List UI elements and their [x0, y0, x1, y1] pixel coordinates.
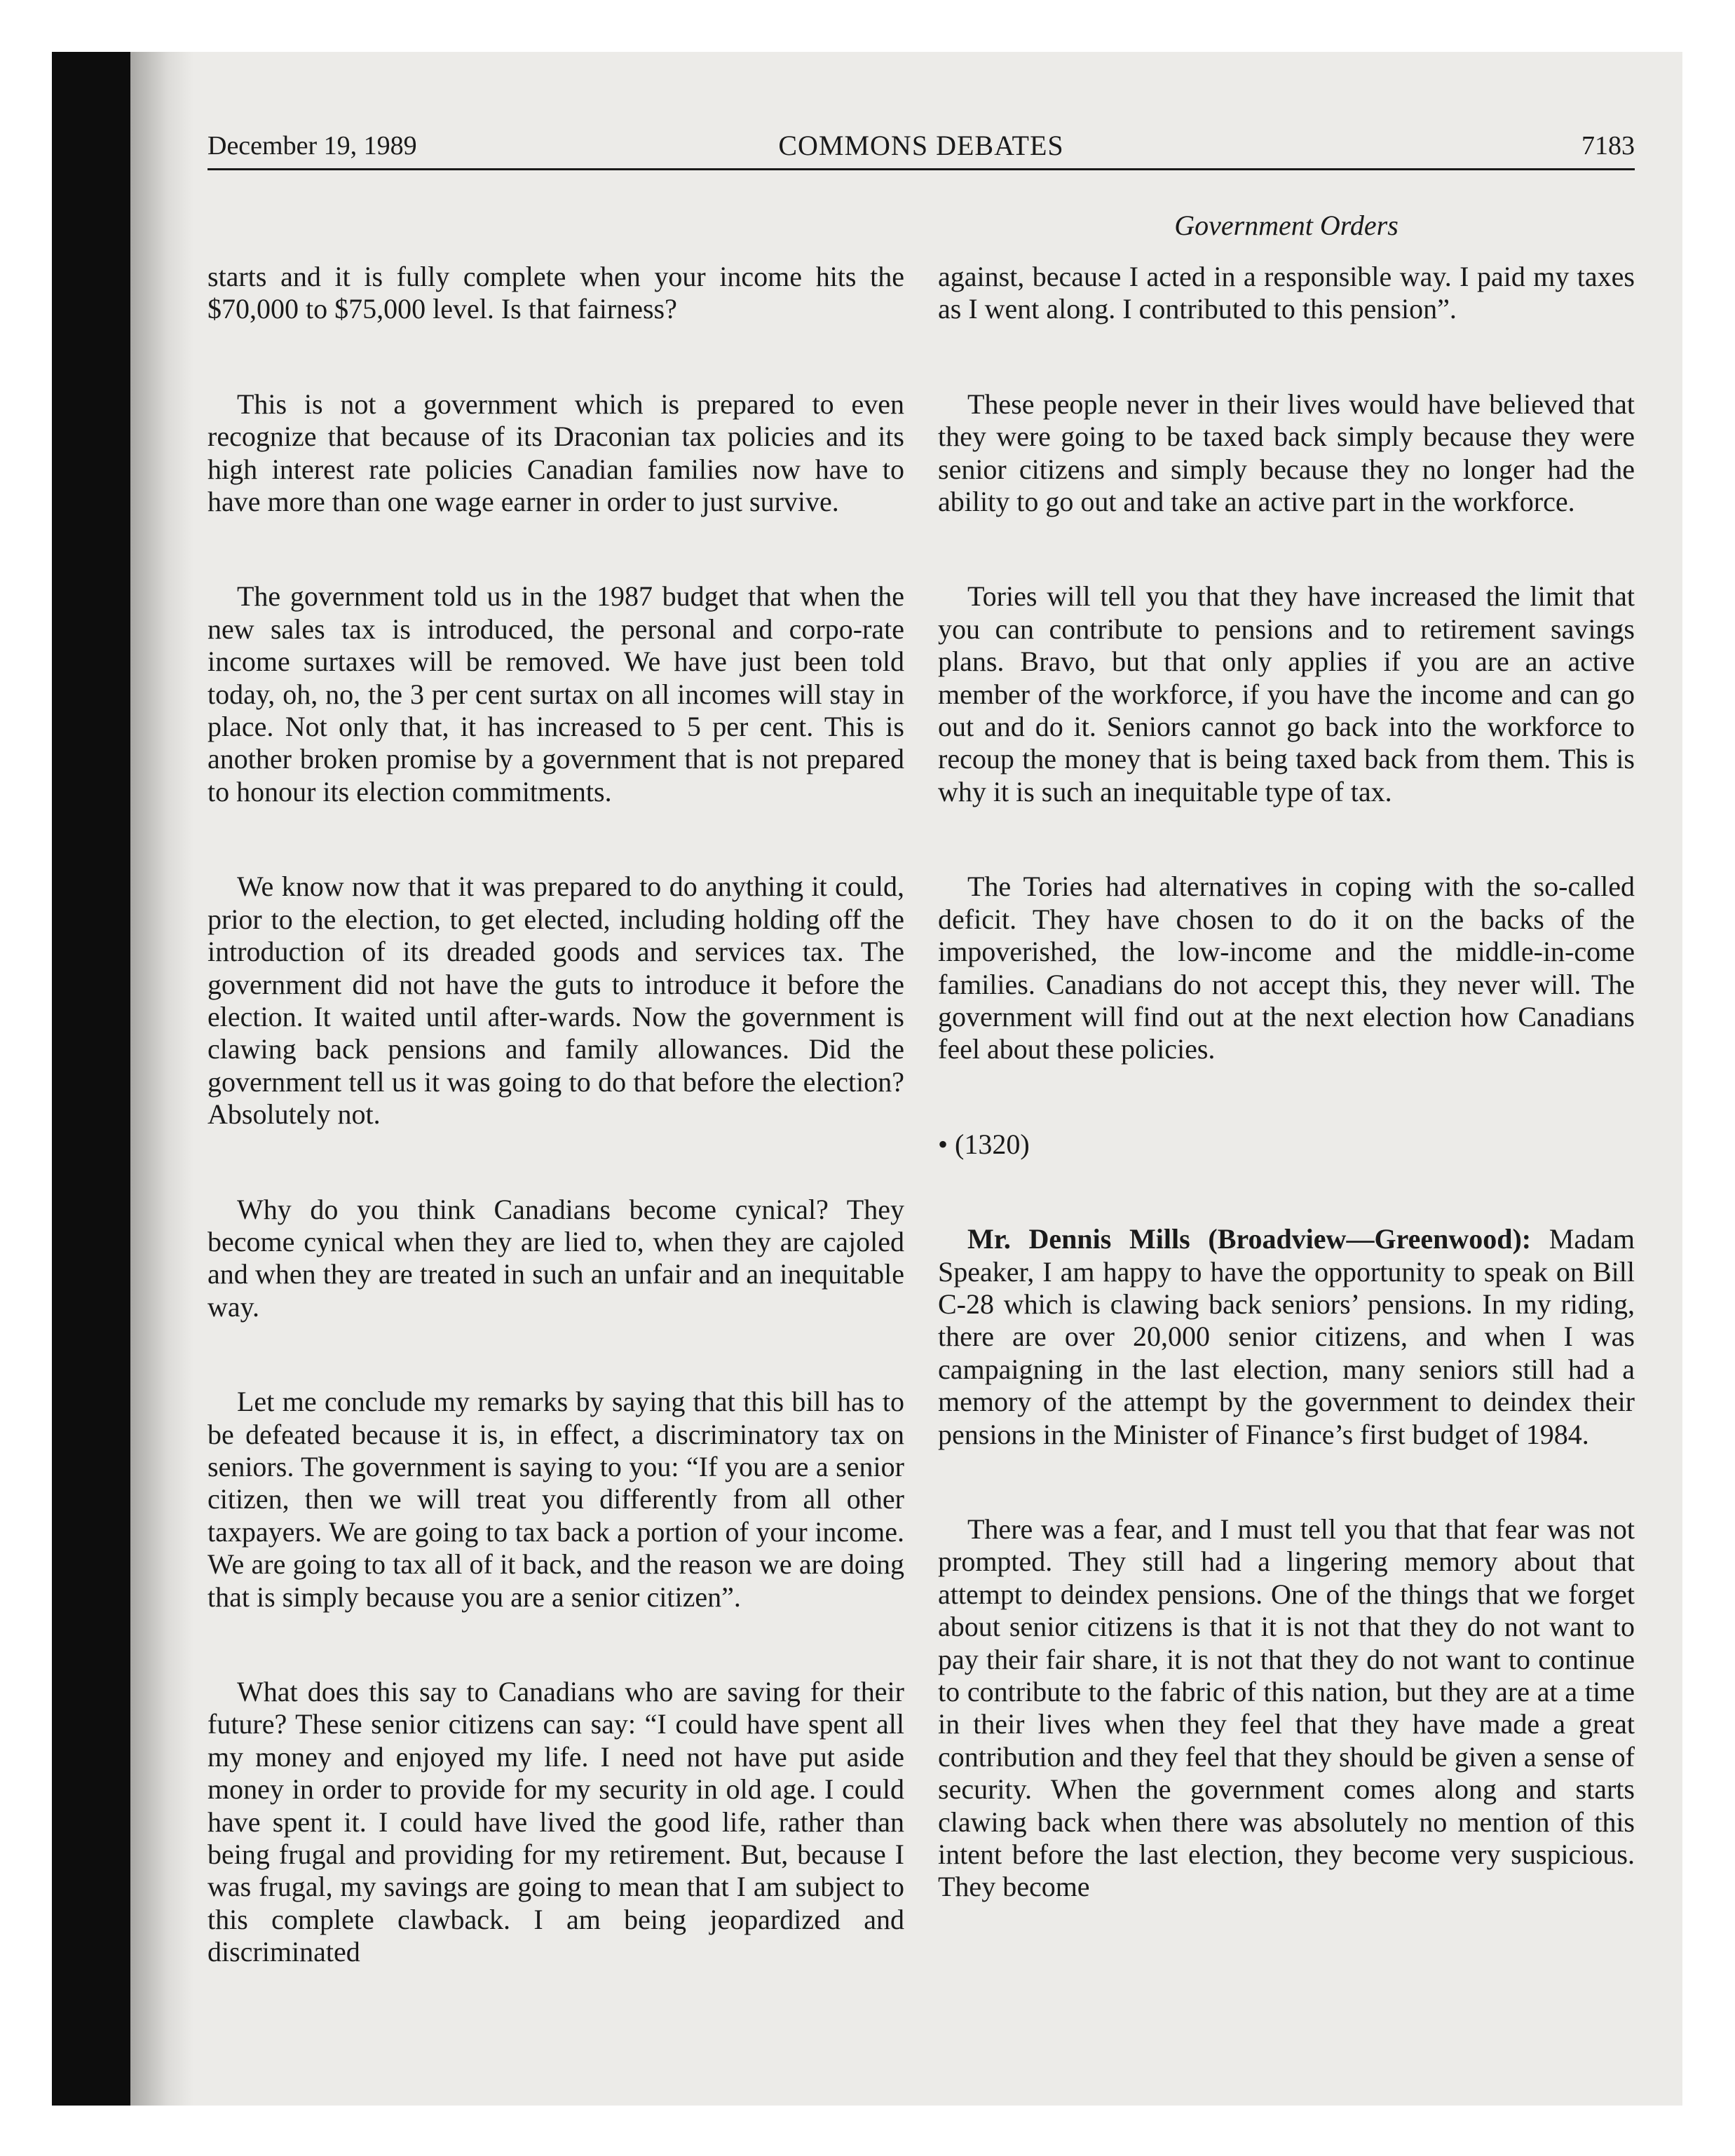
page-header	[207, 126, 1635, 165]
paragraph: The Tories had alternatives in coping with the so-called deficit. They have chosen to do it on the backs of the impoverished, the low-income and the middle-in-come families. Canadians do not accept this, they never will. The government will find out at the next election how Canadians feel about these policies.	[938, 871, 1635, 1065]
paragraph: What does this say to Canadians who are saving for their future? These senior citizens can say: “I could have spent all my money and enjoyed my life. I need not have put aside money in order to provide for my security in old age. I could have spent it. I could have lived the good life, rather than being frugal and providing for my retirement. But, because I was frugal, my savings are going to mean that I am subject to this complete clawback. I am being jeopardized and discriminated	[207, 1676, 904, 1968]
paragraph: These people never in their lives would have believed that they were going to be taxed back simply because they were senior citizens and simply because they no longer had the ability to go out and take an active part in the workforce.	[938, 388, 1635, 518]
speech-text: Madam Speaker, I am happy to have the opportunity to speak on Bill C-28 which is clawing back seniors’ pensions. In my riding, there are over 20,000 senior citizens, and when I was campaigning in the last election, many seniors still had a memory of the attempt by the government to deindex their pensions in the Minister of Finance’s first budget of 1984.	[938, 1223, 1635, 1450]
speech-paragraph	[938, 1223, 1635, 1451]
header-title: COMMONS DEBATES	[778, 130, 1064, 161]
paragraph: We know now that it was prepared to do anything it could, prior to the election, to get elected, including holding off the introduction of its dreaded goods and services tax. The government did not have the guts to introduce it before the election. It waited until after-wards. Now the government is clawing back pensions and family allowances. Did the government tell us it was going to do that before the election? Absolutely not.	[207, 871, 904, 1131]
paragraph: There was a fear, and I must tell you that that fear was not prompted. They still had a lingering memory about that attempt to deindex pensions. One of the things that we forget about senior citizens is that it is not that they do not want to pay their fair share, it is not that they do not want to continue to contribute to the fabric of this nation, but they are at a time in their lives when they feel that they have made a great contribution and they feel that they should be given a sense of security. When the government comes along and starts clawing back when there was absolutely no mention of this intent before the last election, they become very suspicious. They become	[938, 1513, 1635, 1903]
timestamp: • (1320)	[938, 1128, 1030, 1160]
paragraph: Tories will tell you that they have increased the limit that you can contribute to pensions and to retirement savings plans. Bravo, but that only applies if you are an active member of the workforce, if you have the income and can go out and do it. Seniors cannot go back into the workforce to recoup the money that is being taxed back from them. This is why it is such an inequitable type of tax.	[938, 580, 1635, 807]
speaker-name: Mr. Dennis Mills (Broadview—Greenwood):	[967, 1223, 1532, 1255]
paragraph: This is not a government which is prepared to even recognize that because of its Draconian tax policies and its high interest rate policies Canadian families now have to have more than one wage earner in order to just survive.	[207, 388, 904, 518]
paragraph: against, because I acted in a responsible way. I paid my taxes as I went along. I contributed to this pension”.	[938, 261, 1635, 325]
paragraph: Let me conclude my remarks by saying that this bill has to be defeated because it is, in effect, a discriminatory tax on seniors. The government is saying to you: “If you are a senior citizen, then we will treat you differently from all other taxpayers. We are going to tax back a portion of your income. We are going to tax all of it back, and the reason we are doing that is simply because you are a senior citizen”.	[207, 1386, 904, 1613]
header-date: December 19, 1989	[207, 131, 417, 161]
left-column	[207, 261, 904, 1969]
right-column	[938, 261, 1635, 1904]
binding-edge	[52, 52, 130, 2106]
section-heading: Government Orders	[1174, 210, 1399, 241]
binding-shadow	[130, 52, 193, 2106]
paragraph: starts and it is fully complete when your income hits the $70,000 to $75,000 level. Is that fairness?	[207, 261, 904, 325]
paragraph: Why do you think Canadians become cynical? They become cynical when they are lied to, when they are cajoled and when they are treated in such an unfair and an inequitable way.	[207, 1193, 904, 1323]
paragraph: The government told us in the 1987 budget that when the new sales tax is introduced, the personal and corpo-rate income surtaxes will be removed. We have just been told today, oh, no, the 3 per cent surtax on all incomes will stay in place. Not only that, it has increased to 5 per cent. This is another broken promise by a government that is not prepared to honour its election commitments.	[207, 580, 904, 807]
header-page-number: 7183	[1581, 131, 1635, 161]
header-rule	[207, 168, 1635, 170]
